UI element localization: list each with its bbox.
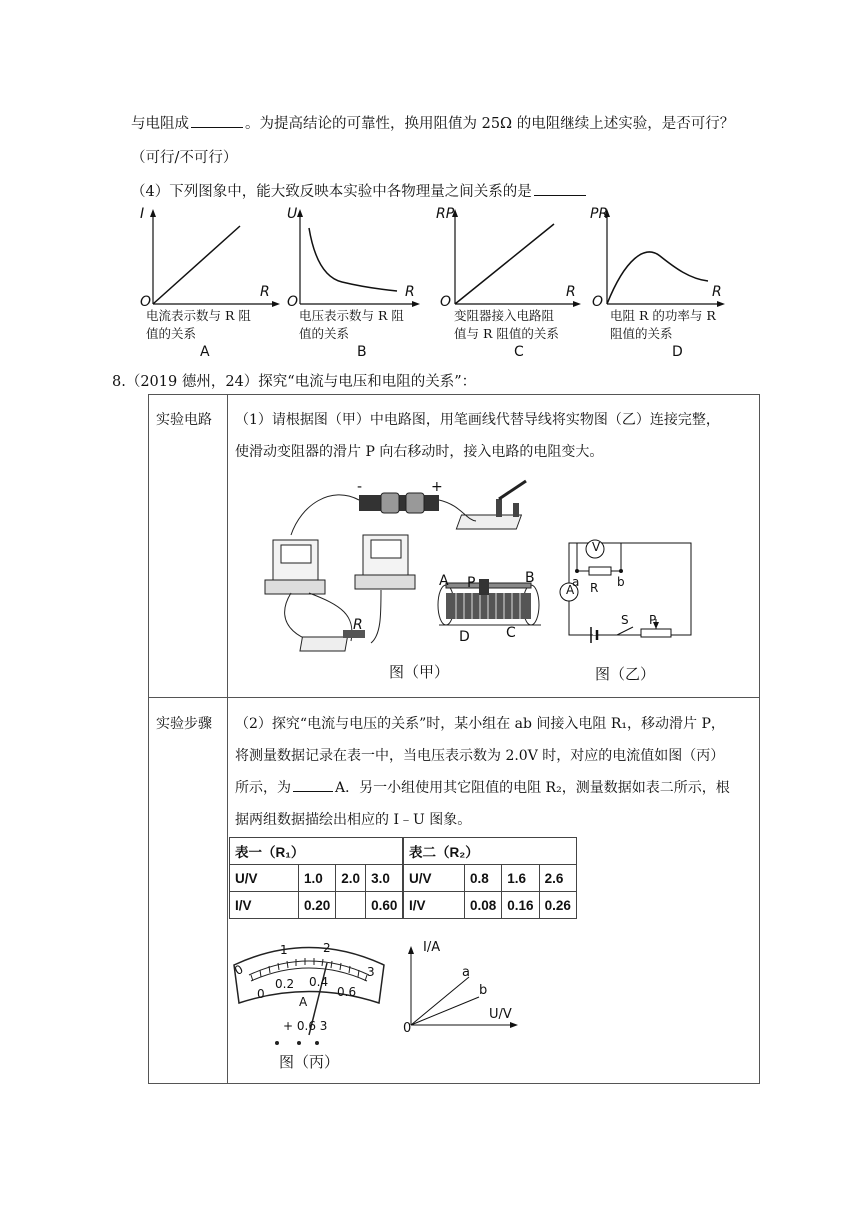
meter-outer-tick: 1 xyxy=(280,943,288,957)
circuit-diagram xyxy=(557,533,707,653)
rheostat-label-a: A xyxy=(439,573,449,589)
battery-plus: + xyxy=(431,479,443,495)
table2-row2-label: I/V xyxy=(404,892,465,919)
graph-b-cap2: 值的关系 xyxy=(299,326,350,341)
table1-cell: 0.60 xyxy=(366,892,403,919)
graph-d[interactable] xyxy=(590,204,740,364)
rheostat-label-b: B xyxy=(525,570,535,586)
graph-c[interactable] xyxy=(436,204,586,364)
graph-d-xlabel: R xyxy=(712,284,722,300)
graph-c-letter: C xyxy=(514,344,524,360)
table2-row1-label: U/V xyxy=(404,865,465,892)
row1-text2: 使滑动变阻器的滑片 P 向右移动时，接入电路的电阻变大。 xyxy=(235,444,604,460)
table2-cell: 0.16 xyxy=(502,892,539,919)
meter-outer-tick: 3 xyxy=(367,965,375,979)
row1-text1: （1）请根据图（甲）中电路图，用笔画线代替导线将实物图（乙）连接完整， xyxy=(235,412,720,428)
circuit-label-a: a xyxy=(572,575,580,589)
row2-text3-pre: 所示，为 xyxy=(235,780,291,796)
iu-origin: 0 xyxy=(403,1021,412,1036)
data-table-2 xyxy=(403,837,577,919)
meter-terminals: + 0.6 3 xyxy=(283,1019,328,1033)
table1-cell: 0.20 xyxy=(299,892,336,919)
table-hline xyxy=(149,697,759,698)
iu-line-a-label: a xyxy=(462,965,470,980)
table1-title: 表一（R₁） xyxy=(230,838,403,865)
battery-minus: - xyxy=(357,479,363,495)
q7-line1 xyxy=(131,112,734,133)
meter-inner-tick: 0 xyxy=(257,987,265,1001)
answer-blank-3[interactable] xyxy=(293,790,333,792)
graph-b-cap1: 电压表示数与 R 阻 xyxy=(299,308,404,323)
graph-a-letter: A xyxy=(200,344,210,360)
graph-d-cap1: 电阻 R 的功率与 R xyxy=(610,308,716,323)
graph-c-caption xyxy=(454,307,559,343)
circuit-label-b: b xyxy=(617,575,625,589)
meter-inner-tick: 0.4 xyxy=(309,975,329,989)
graph-a-ylabel: I xyxy=(140,206,145,222)
meter-outer-tick: 0 xyxy=(232,962,246,978)
meter-unit: A xyxy=(299,995,308,1009)
graph-a-xlabel: R xyxy=(260,284,270,300)
graph-a-cap1: 电流表示数与 R 阻 xyxy=(146,308,251,323)
data-table-1 xyxy=(229,837,403,919)
graph-a-cap2: 值的关系 xyxy=(146,326,197,341)
q8-title: 8.（2019 德州，24）探究“电流与电压和电阻的关系”： xyxy=(112,374,477,390)
answer-blank-2[interactable] xyxy=(534,194,586,196)
meter-inner-tick: 0.6 xyxy=(337,985,357,999)
graph-c-cap1: 变阻器接入电路阻 xyxy=(454,308,555,323)
table1-cell: 2.0 xyxy=(336,865,366,892)
circuit-label-r: R xyxy=(590,581,599,595)
table1-row1-label: U/V xyxy=(230,865,299,892)
table2-cell: 2.6 xyxy=(539,865,576,892)
experiment-table xyxy=(148,394,760,1084)
graph-b[interactable] xyxy=(287,204,437,364)
q7-line2: （可行/不可行） xyxy=(131,150,238,166)
rheostat-label-c: C xyxy=(506,625,516,641)
graph-c-cap2: 值与 R 阻值的关系 xyxy=(454,326,559,341)
graph-b-letter: B xyxy=(357,344,367,360)
row2-label: 实验步骤 xyxy=(156,716,212,732)
table2-title: 表二（R₂） xyxy=(404,838,577,865)
rheostat-label-d: D xyxy=(459,629,470,645)
graph-a[interactable] xyxy=(140,204,290,364)
row2-text1: （2）探究“电流与电压的关系”时，某小组在 ab 间接入电阻 R₁，移动滑片 P， xyxy=(235,716,725,732)
table-vline xyxy=(227,395,228,1083)
table2-cell: 0.8 xyxy=(465,865,502,892)
voltmeter-v-icon: V xyxy=(592,540,601,554)
q7-line3 xyxy=(131,180,588,201)
graph-a-caption xyxy=(146,307,251,343)
meter-outer-tick: 2 xyxy=(323,941,331,955)
table2-cell: 0.26 xyxy=(539,892,576,919)
graph-d-letter: D xyxy=(672,344,683,360)
table2-cell: 0.08 xyxy=(465,892,502,919)
resistor-label-r: R xyxy=(353,617,363,633)
apparatus-figure xyxy=(261,475,561,665)
fig-bing-caption: 图（丙） xyxy=(279,1053,340,1071)
row2-text2: 将测量数据记录在表一中，当电压表示数为 2.0V 时，对应的电流值如图（丙） xyxy=(235,748,725,764)
graph-c-origin: O xyxy=(440,294,452,310)
table1-row2-label: I/V xyxy=(230,892,299,919)
table1-cell: 1.0 xyxy=(299,865,336,892)
meter-inner-tick: 0.2 xyxy=(275,977,295,991)
q7-line1-post: 。为提高结论的可靠性，换用阻值为 25Ω 的电阻继续上述实验，是否可行？ xyxy=(245,116,735,132)
table2-cell: 1.6 xyxy=(502,865,539,892)
ammeter-a-icon: A xyxy=(566,583,575,597)
answer-blank-1[interactable] xyxy=(191,126,243,128)
row2-text3-post: A．另一小组使用其它阻值的电阻 R₂，测量数据如表二所示，根 xyxy=(335,780,730,796)
iu-ylabel: I/A xyxy=(423,940,441,955)
graph-a-origin: O xyxy=(140,294,152,310)
row1-label: 实验电路 xyxy=(156,412,212,428)
graph-d-origin: O xyxy=(592,294,604,310)
table1-cell: 3.0 xyxy=(366,865,403,892)
graph-b-origin: O xyxy=(287,294,299,310)
q7-line1-pre: 与电阻成 xyxy=(131,116,189,132)
graph-d-caption xyxy=(610,307,716,343)
graph-c-plot xyxy=(436,204,586,309)
fig-jia-caption: 图（甲） xyxy=(389,663,450,681)
fig-yi-caption: 图（乙） xyxy=(595,665,656,683)
circuit-label-s: S xyxy=(621,613,629,627)
graph-d-cap2: 阻值的关系 xyxy=(610,326,673,341)
iu-line-b-label: b xyxy=(479,983,488,998)
graph-c-xlabel: R xyxy=(566,284,576,300)
rheostat-label-p: P xyxy=(467,575,476,591)
graph-d-ylabel: PR xyxy=(590,206,609,222)
row2-text4: 据两组数据描绘出相应的 I﹣U 图象。 xyxy=(235,812,472,828)
graph-c-ylabel: RP xyxy=(436,206,455,222)
q7-line3-text: （4）下列图象中，能大致反映本实验中各物理量之间关系的是 xyxy=(131,184,532,200)
graph-b-xlabel: R xyxy=(405,284,415,300)
table1-cell-empty xyxy=(336,892,366,919)
graph-b-caption xyxy=(299,307,404,343)
row2-text3 xyxy=(235,777,730,797)
iu-xlabel: U/V xyxy=(489,1007,512,1022)
circuit-label-p: P xyxy=(649,613,657,627)
graph-b-ylabel: U xyxy=(287,206,298,222)
